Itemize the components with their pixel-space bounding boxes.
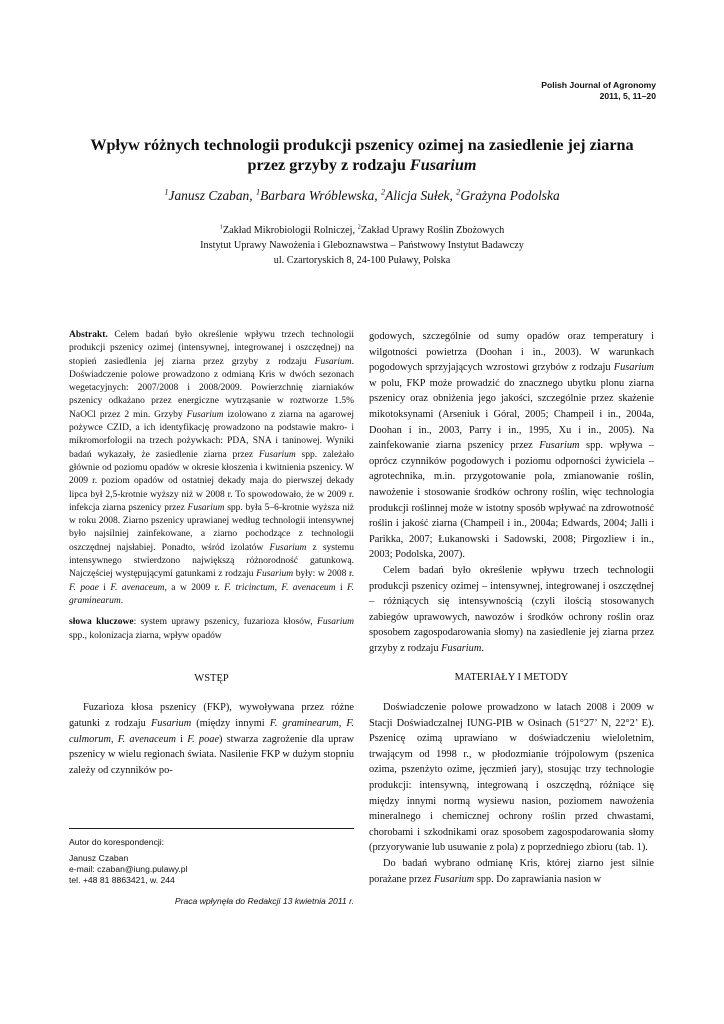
aim-paragraph [369,563,654,657]
author-sup: 2 [456,187,461,197]
intro-text: (między innymi [191,718,270,730]
body-text: spp. Do zaprawiania nasion w [474,873,602,885]
abstract-italic: F. avenaceum [110,582,165,593]
keywords-text: spp., kolonizacja ziarna, wpływ opadów [69,630,222,641]
section-heading-methods: MATERIAŁY I METODY [454,672,569,684]
intro-italic: F. graminearum, F. culmorum, F. avenaceum [69,718,354,745]
body-text: spp. wpływa – oprócz czynników pogodowych i poziomu odporności żywiciela – agrotechnika, m.in. przygotowanie pola, zmianowanie roślin, nawożenie i stosowanie środków ochrony roślin, więc technologia produkcji roślinnej może w istotny sposób wpływać na zdrowotność roślin i jakość ziarna (Champeil i in., 2004a; Edwards, 2004; Jalli i Parikka, 2007; Łukanowski i Sadowski, 2008; Pirgozliew i in., 2003; Podolska, 2007). [369,440,654,561]
journal-name: Polish Journal of Agronomy [541,80,656,90]
intro-text: i [175,733,188,745]
author-name: Grażyna Podolska [460,188,560,203]
right-column [369,329,654,887]
body-italic: Fusarium [441,642,482,654]
intro-text: ) stwarza zagrożenie dla upraw pszenicy w wielu regionach świata. Nasilenie FKP w dużym stopniu zależy od czynników po- [69,733,355,776]
section-heading-intro: WSTĘP [194,672,229,684]
paper-title [60,135,664,175]
body-italic: Fusarium [539,440,580,452]
intro-continued-paragraph [369,329,654,563]
methods-paragraph-2 [369,856,654,887]
body-italic: Fusarium [433,873,475,885]
affiliation-sup: 1 [219,223,223,231]
journal-header [541,80,656,101]
abstract-text: spp. była 5–6-krotnie wyższa niż w roku 2008. Ziarno pszenicy uprawianej według technologii intensywnej było najsilniej zainfekowane, a ziarno pochodzące z technologii oszczędnej najsłabiej. Ponadto, wśród izolatów [69,502,354,553]
abstract-italic: F. graminearum [69,582,355,606]
body-text: . [481,642,484,654]
author-sup: 1 [255,187,261,197]
intro-paragraph [69,700,354,778]
abstract-italic: Fusarium [314,356,352,367]
abstract-text: z systemu intensywnego stwierdzono największą różnorodność gatunkową. Najczęściej występującymi gatunkami z rodzaju [69,542,355,580]
intro-text: Fuzarioza kłosa pszenicy (FKP), wywoływana przez różne gatunki z rodzaju [69,702,354,730]
keywords-text: : system uprawy pszenicy, fuzarioza kłosów, [133,617,318,628]
title-line1: Wpływ różnych technologii produkcji pszenicy ozimej na zasiedlenie jej ziarna [90,136,634,154]
abstract-text: . [120,595,124,606]
keywords-italic: Fusarium [317,617,354,628]
abstract-text: i [98,582,111,593]
abstract-label: Abstrakt. [69,330,108,340]
affiliation-line3: ul. Czartoryskich 8, 24-100 Puławy, Polska [273,255,451,267]
journal-issue: 2011, 5, 11–20 [599,90,656,101]
affiliation-dept: Zakład Mikrobiologii Rolniczej, [222,225,358,236]
intro-italic: Fusarium [150,718,192,730]
author-sup: 2 [380,187,386,197]
body-text: w polu, FKP może prowadzić do znacznego ubytku plonu ziarna pszenicy oraz obniżenia jego jakości, szczególnie przez skażenie mikotoksynami (Arseniuk i Góral, 2005; Champeil i in., 2004a, Doohan i in., 2003, Parry i in., 1995, Xu i in., 2005). Na zainfekowanie ziarna pszenicy przez [369,377,654,452]
body-text: Celem badań było określenie wpływu trzech technologii produkcji pszenicy ozimej – intensywnej, integrowanej i oszczędnej – różniących się intensywnością (czyli ilością stosowanych zabiegów uprawowych, nawozów i środków ochrony roślin oraz sposobem zagospodarowania słomy) na zasiedlenie jej ziarna przez grzyby z rodzaju [369,564,654,654]
keywords [69,616,354,643]
intro-italic: F. poae [187,733,220,745]
affiliations [60,223,664,269]
left-column [69,329,354,778]
methods-paragraph: Doświadczenie polowe prowadzono w latach 2008 i 2009 w Stacji Doświadczalnej IUNG-PIB w Osinach (51°27’ N, 22°2’ E). Pszenicę ozimą uprawiano w doświadczeniu wieloletnim, trwającym od 1998 r., w płodozmianie trójpolowym (pszenica ozima, pszenżyto ozime, jęczmień jary), stosując trzy technologie produkcji: intensywną, integrowaną i oszczędną, różniące się między innymi normą wysiewu nasion, poziomem nawożenia mineralnego i chemicznej ochrony roślin przed chwastami, chorobami i szkodnikami oraz sposobem zagospodarowania słomy (przyorywanie lub usuwanie z pola) z poprzedniego zbioru (tab. 1). [369,702,654,854]
body-text: godowych, szczególnie od sumy opadów oraz temperatury i wilgotności powietrza (Doohan i in., 2003). W warunkach pogodowych sprzyjających wzrostowi grzybów z rodzaju [369,331,654,374]
abstract-italic: Fusarium [269,542,307,553]
abstract-text: były: w 2008 r. [293,569,354,580]
abstract-italic: F. poae [69,582,99,593]
keywords-label: słowa kluczowe [69,617,134,628]
abstract-text: spp. zależało głównie od poziomu opadów w okresie kłoszenia i kwitnienia pszenicy. W 2009 r. poziom opadów od ostatniej dekady maja do pierwszej dekady lipca był 2,5-krotnie wyższy niż w 2008 r. To spowodowało, że w 2009 r. infekcja ziarna pszenicy przez [69,449,354,513]
title-genus: Fusarium [409,156,477,174]
footnote-author: Janusz Czaban [69,853,129,863]
abstract-text: izolowano z ziarna na agarowej pożywce CZID, a ich identyfikację prowadzono na podstawie makro- i mikromorfologii na trzech pożywkach: PDA, SNA i taninowej. Wyniki badań wykazały, że zasiedlenie ziarna przez [69,409,354,460]
abstract [69,329,354,608]
affiliation-sup: 2 [357,223,361,231]
abstract-italic: Fusarium [256,569,294,580]
author-name: Alicja Sułek, [385,188,457,203]
body-text: Do badań wybrano odmianę Kris, której ziarno jest silnie porażane przez [369,858,654,885]
received-date: Praca wpłynęła do Redakcji 13 kwietnia 2011 r. [174,896,354,906]
correspondence-footnote [69,828,354,886]
author-sup: 1 [164,187,169,197]
title-line2: przez grzyby z rodzaju [247,156,410,174]
footnote-label: Autor do korespondencji: [69,837,165,847]
affiliation-line1 [60,223,664,238]
footnote-divider [69,828,354,829]
abstract-italic: Fusarium [258,449,296,460]
abstract-text: , a w 2009 r. [164,582,225,593]
abstract-text: . Doświadczenie polowe prowadzono z odmianą Kris w dwóch sezonach wegetacyjnych: 2007/2008 i 2008/2009. Powierzchnię ziarniaków pszenicy odkażano przez energiczne wytrząsanie w roztworze 1.5% NaOCl przez 2 min. Grzyby [69,356,354,420]
abstract-text: Celem badań było określenie wpływu trzech technologii produkcji pszenicy ozimej (intensywnej, integrowanej i oszczędnej) na stopień zasiedlenia jej ziarna przez grzyby z rodzaju [69,330,354,367]
abstract-italic: Fusarium [186,409,224,420]
abstract-italic: Fusarium [187,502,225,513]
affiliation-line2: Instytut Uprawy Nawożenia i Gleboznawstwa – Państwowy Instytut Badawczy [200,240,524,252]
footnote-phone: tel. +48 81 8863421, w. 244 [69,875,175,885]
author-name: Janusz Czaban, [168,188,256,203]
body-italic: Fusarium [613,362,654,374]
abstract-italic: F. tricinctum, F. avenaceum [224,582,336,593]
abstract-text: i [335,582,348,593]
affiliation-dept: Zakład Uprawy Roślin Zbożowych [360,225,505,236]
footnote-email[interactable]: e-mail: czaban@iung.pulawy.pl [69,864,188,874]
author-list [60,187,664,204]
author-name: Barbara Wróblewska, [260,188,381,203]
